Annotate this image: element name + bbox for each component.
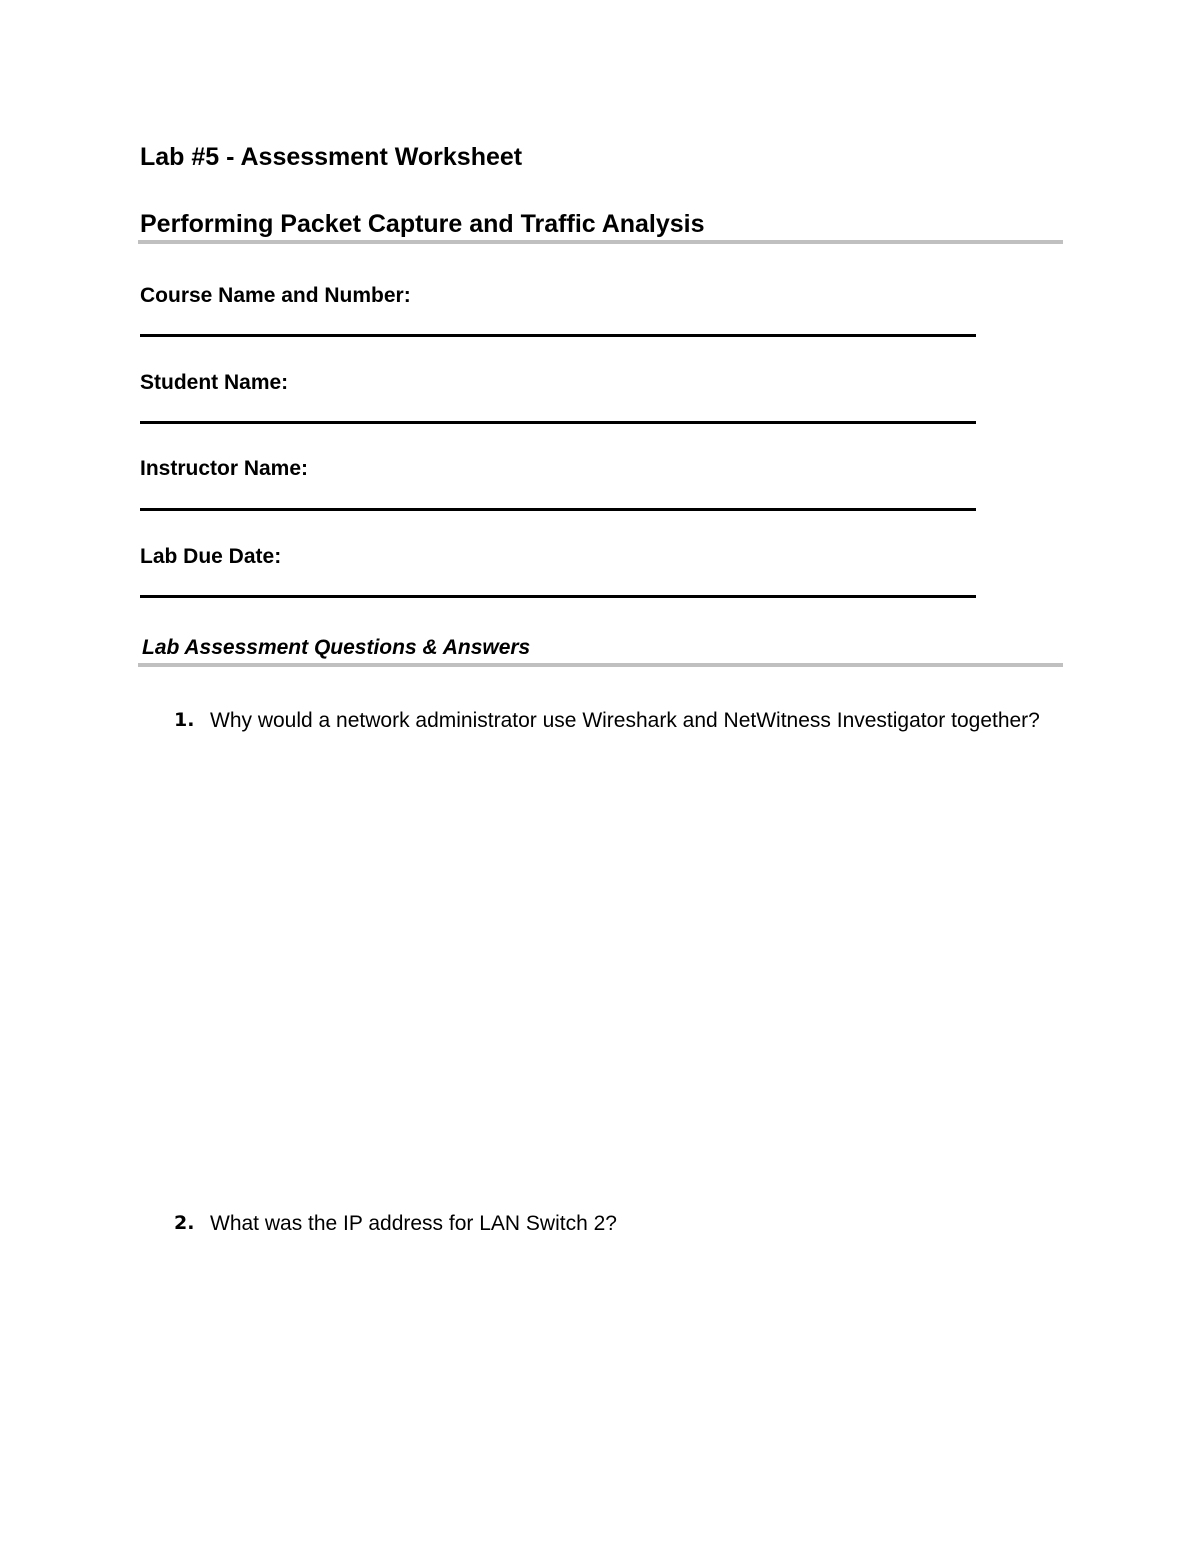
question-1-text: Why would a network administrator use Wireshark and NetWitness Investigator together? [210,709,1040,732]
instructor-name-line [140,508,976,511]
question-1-number: 1. [174,709,195,731]
question-2-number: 2. [174,1212,195,1234]
page-subtitle: Performing Packet Capture and Traffic Analysis [140,210,705,238]
student-name-label: Student Name: [140,371,289,394]
course-name-line [140,334,976,337]
course-name-label: Course Name and Number: [140,284,411,307]
qa-section-heading: Lab Assessment Questions & Answers [142,636,531,659]
qa-section-divider [138,663,1063,667]
lab-due-date-label: Lab Due Date: [140,545,282,568]
question-2-text: What was the IP address for LAN Switch 2? [210,1212,617,1235]
page-title: Lab #5 - Assessment Worksheet [140,143,523,171]
header-divider [138,240,1063,244]
instructor-name-label: Instructor Name: [140,457,309,480]
lab-due-date-line [140,595,976,598]
student-name-line [140,421,976,424]
